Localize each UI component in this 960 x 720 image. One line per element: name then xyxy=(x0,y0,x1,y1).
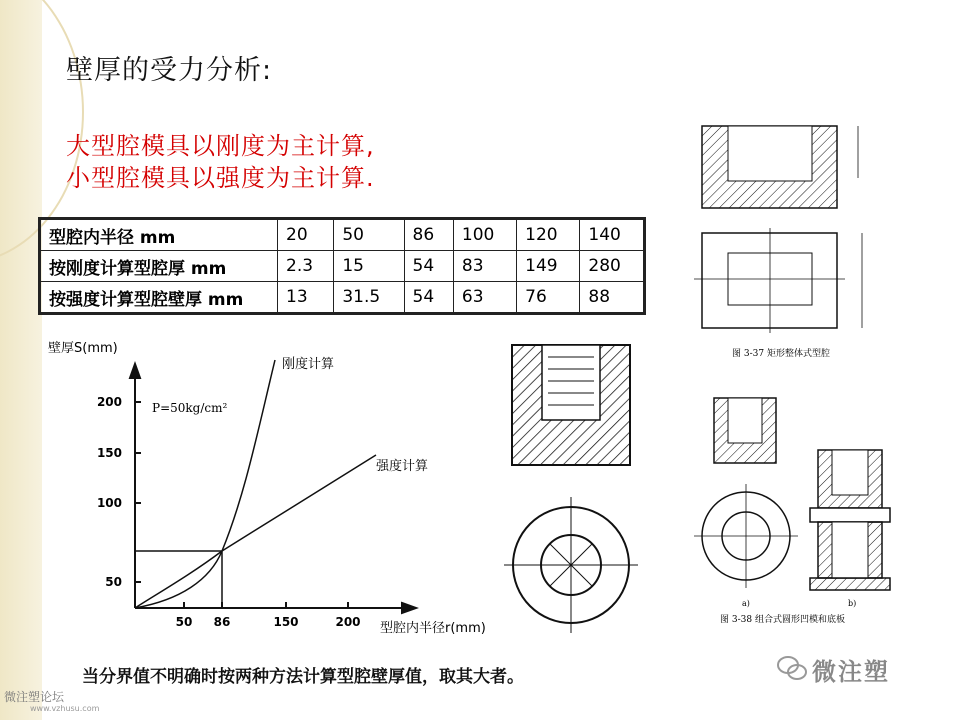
table-cell: 149 xyxy=(517,251,580,282)
wechat-icon xyxy=(776,654,808,682)
y-tick-label: 200 xyxy=(96,395,122,409)
table-cell: 63 xyxy=(453,282,516,314)
table-cell: 13 xyxy=(278,282,334,314)
y-axis-arrow xyxy=(130,364,140,378)
table-cell: 76 xyxy=(517,282,580,314)
y-tick-label: 50 xyxy=(105,575,122,589)
y-axis-label: 壁厚S(mm) xyxy=(48,341,118,356)
sub-label-a: a) xyxy=(742,599,750,608)
table-cell: 88 xyxy=(580,282,645,314)
red-line-2: 小型腔模具以强度为主计算. xyxy=(66,164,375,192)
red-line-1: 大型腔模具以刚度为主计算, xyxy=(66,132,375,160)
x-tick-label: 200 xyxy=(335,615,361,629)
slide-title: 壁厚的受力分析: xyxy=(66,55,273,86)
table-cell: 280 xyxy=(580,251,645,282)
strength-curve xyxy=(135,455,376,608)
round-cavity-figure xyxy=(690,388,900,628)
pressure-annotation: P=50kg/cm² xyxy=(152,401,228,415)
table-cell: 54 xyxy=(404,282,453,314)
table-cell: 31.5 xyxy=(334,282,404,314)
watermark-text: 微注塑 xyxy=(812,658,890,686)
table-row xyxy=(40,219,645,251)
row-header: 按强度计算型腔壁厚 mm xyxy=(40,282,278,314)
x-tick-label: 86 xyxy=(213,615,231,629)
x-tick-label: 150 xyxy=(273,615,299,629)
rectangular-cavity-figure xyxy=(690,118,900,368)
strength-label: 强度计算 xyxy=(376,459,429,474)
table-cell: 20 xyxy=(278,219,334,251)
table-cell: 120 xyxy=(517,219,580,251)
cavity-cross-section-figure xyxy=(500,335,650,635)
table-row xyxy=(40,282,645,314)
row-header: 型腔内半径 mm xyxy=(40,219,278,251)
table-cell: 83 xyxy=(453,251,516,282)
sub-label-b: b) xyxy=(848,599,857,608)
wall-thickness-chart xyxy=(40,330,500,650)
bottom-note: 当分界值不明确时按两种方法计算型腔壁厚值，取其大者。 xyxy=(82,667,524,687)
table-cell: 50 xyxy=(334,219,404,251)
y-tick-label: 150 xyxy=(96,446,122,460)
rigidity-label: 刚度计算 xyxy=(282,357,335,372)
data-table xyxy=(38,217,646,315)
table-cell: 100 xyxy=(453,219,516,251)
figure-caption: 图 3-37 矩形整体式型腔 xyxy=(732,349,830,359)
row-header: 按刚度计算型腔厚 mm xyxy=(40,251,278,282)
x-tick-label: 50 xyxy=(175,615,193,629)
table-cell: 2.3 xyxy=(278,251,334,282)
y-tick-label: 100 xyxy=(96,496,122,510)
forum-logo: 微注塑论坛 xyxy=(4,690,65,704)
table-cell: 15 xyxy=(334,251,404,282)
forum-url: www.vzhusu.com xyxy=(30,704,100,713)
table-cell: 140 xyxy=(580,219,645,251)
x-axis-arrow xyxy=(402,603,416,613)
table-row xyxy=(40,251,645,282)
table-cell: 54 xyxy=(404,251,453,282)
figure-caption: 图 3-38 组合式圆形凹模和底板 xyxy=(720,615,845,625)
table-cell: 86 xyxy=(404,219,453,251)
rigidity-curve xyxy=(135,360,275,608)
x-axis-label: 型腔内半径r(mm) xyxy=(380,621,486,636)
